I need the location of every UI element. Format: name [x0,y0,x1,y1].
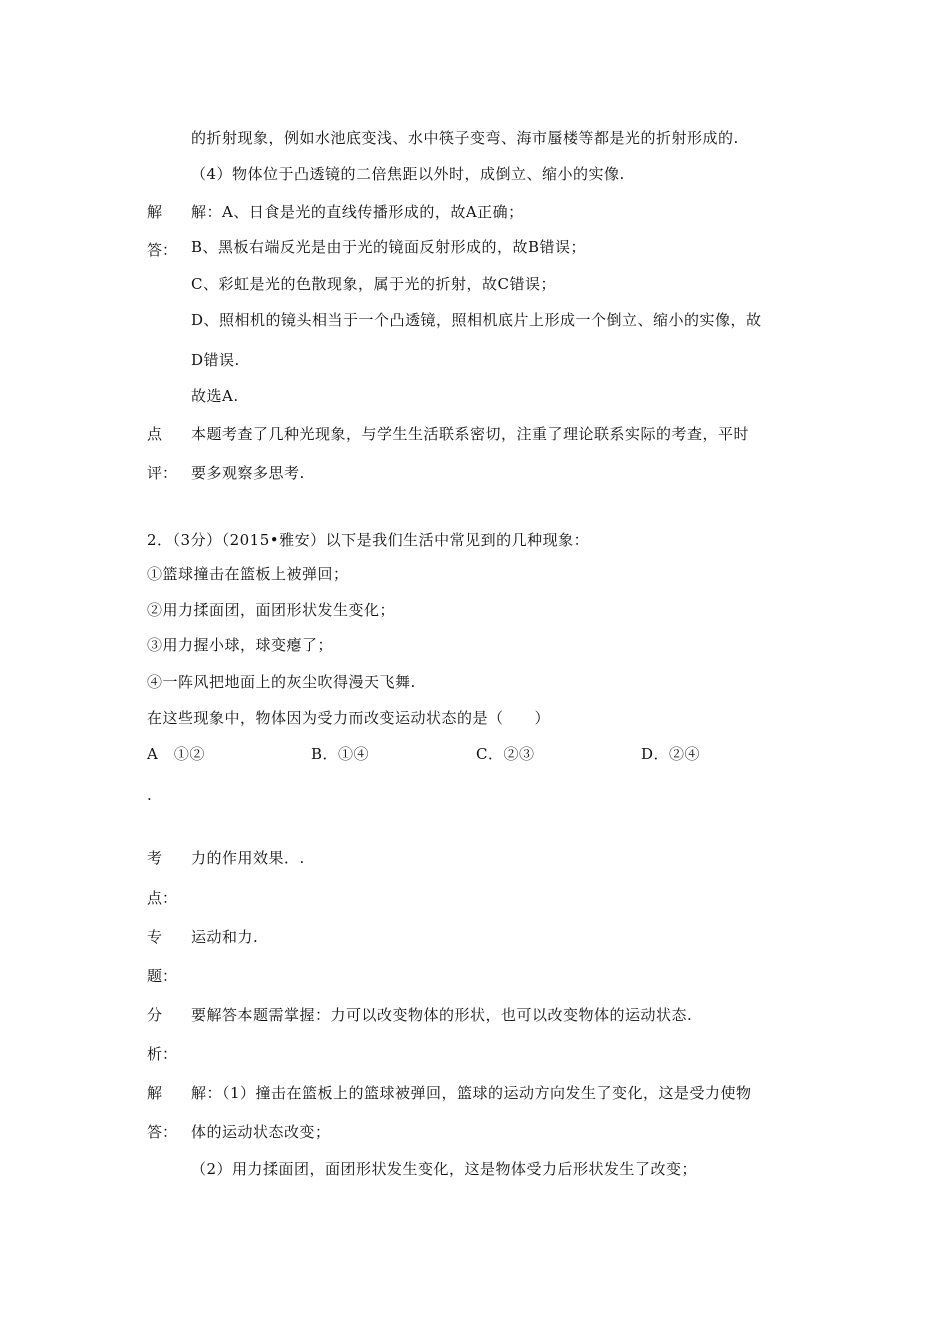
zhuanti-label-top: 专 [147,928,163,946]
answer-line: 故选A. [191,387,239,405]
question-prompt: 在这些现象中，物体因为受力而改变运动状态的是（ ） [147,709,551,727]
stray-dot: . [147,786,153,804]
option-a: A ①② [147,745,205,763]
fenxi-label-bottom: 析： [147,1045,178,1063]
answer-line: B、黑板右端反光是由于光的镜面反射形成的，故B错误； [191,238,587,256]
question-item: ④一阵风把地面上的灰尘吹得漫天飞舞. [147,673,416,691]
jieda-line: 体的运动状态改变； [191,1123,331,1141]
question-stem: 2．（3分）（2015•雅安）以下是我们生活中常见到的几种现象： [147,531,590,549]
option-c: C．②③ [476,745,535,763]
question-item: ③用力握小球，球变瘪了； [147,636,334,654]
jieda-label-top: 解 [147,1084,163,1102]
fenxi-text: 要解答本题需掌握：力可以改变物体的形状，也可以改变物体的运动状态. [191,1006,693,1024]
comment-label-bottom: 评： [147,464,178,482]
fenxi-label-top: 分 [147,1006,163,1024]
answer-line: 解：A、日食是光的直线传播形成的，故A正确； [191,203,524,221]
jieda-line: （2）用力揉面团，面团形状发生变化，这是物体受力后形状发生了改变； [191,1160,698,1178]
answer-label-top: 解 [147,203,163,221]
question-item: ①篮球撞击在篮板上被弹回； [147,565,349,583]
question-item: ②用力揉面团，面团形状发生变化； [147,601,396,619]
answer-line: C、彩虹是光的色散现象，属于光的折射，故C错误； [191,275,556,293]
kaodian-text: 力的作用效果．. [191,849,305,867]
comment-line: 要多观察多思考. [191,464,305,482]
option-b: B．①④ [311,745,370,763]
option-d: D．②④ [641,745,701,763]
analysis-line-1: 的折射现象，例如水池底变浅、水中筷子变弯、海市蜃楼等都是光的折射形成的. [191,129,739,147]
analysis-line-2: （4）物体位于凸透镜的二倍焦距以外时，成倒立、缩小的实像. [191,165,625,183]
answer-line: D、照相机的镜头相当于一个凸透镜，照相机底片上形成一个倒立、缩小的实像，故 [191,311,762,329]
answer-line: D错误. [191,351,240,369]
zhuanti-text: 运动和力. [191,928,259,946]
comment-line: 本题考查了几种光现象，与学生生活联系密切，注重了理论联系实际的考查，平时 [191,425,750,443]
answer-label-bottom: 答： [147,241,178,259]
comment-label-top: 点 [147,425,163,443]
kaodian-label-bottom: 点： [147,889,178,907]
jieda-line: 解：（1）撞击在篮板上的篮球被弹回，篮球的运动方向发生了变化，这是受力使物 [191,1084,752,1102]
kaodian-label-top: 考 [147,849,163,867]
zhuanti-label-bottom: 题： [147,967,178,985]
jieda-label-bottom: 答： [147,1123,178,1141]
